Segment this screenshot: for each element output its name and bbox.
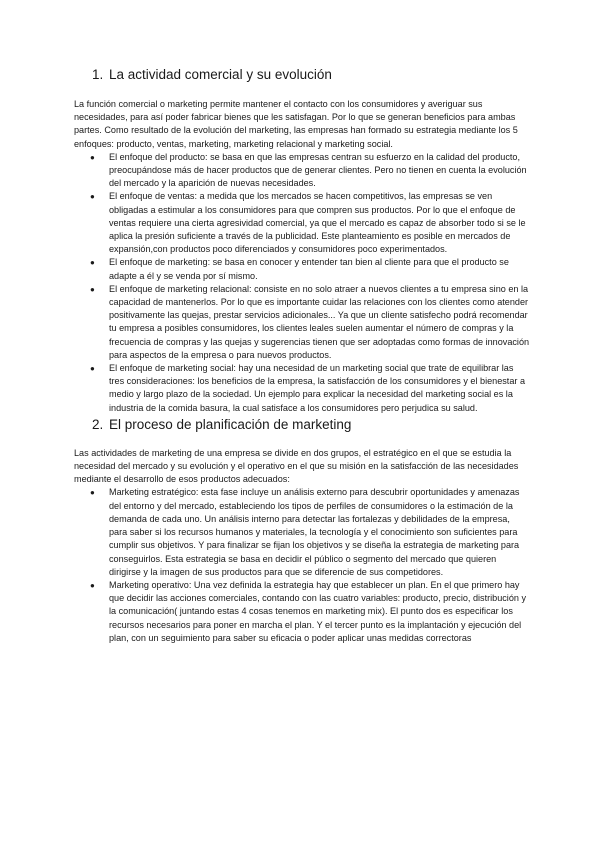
list-item-text: Marketing operativo: Una vez definida la estrategia hay que establecer un plan. En el que primero hay que decidir las acciones comerciales, contando con las cuatro variables: producto, precio, distribución y la comunicación( juntando estas 4 cosas tenemos en marketing mix). El punto dos es especificar los recursos necesarios para poner en marcha el plan. Y el tercer punto es la implantación y ejecución del plan, con un seguimiento para saber su eficacia o poder aplicar unas medidas correctoras bbox=[109, 579, 527, 643]
section-2-list bbox=[74, 486, 530, 644]
list-item-text: El enfoque de marketing: se basa en conocer y entender tan bien al cliente para que el producto se adapte a él y se venda por sí mismo. bbox=[109, 257, 509, 281]
bullet-icon: ● bbox=[90, 192, 95, 202]
section-2-intro: Las actividades de marketing de una empresa se divide en dos grupos, el estratégico en el que se estudia la necesidad del mercado y su evolución y el operativo en el que su misión en la satisfacción de las necesidades mediante el desarrollo de esos productos adecuados: bbox=[74, 447, 519, 485]
list-item bbox=[90, 579, 530, 645]
bullet-icon: ● bbox=[90, 488, 95, 498]
list-item bbox=[90, 486, 530, 578]
bullet-icon: ● bbox=[90, 152, 95, 162]
section-2-number: 2. bbox=[92, 416, 104, 432]
section-1-list bbox=[74, 151, 530, 415]
bullet-icon: ● bbox=[90, 284, 95, 294]
list-item-text: Marketing estratégico: esta fase incluye un análisis externo para descubrir oportunidades y amenazas del entorno y del mercado, estableciendo los tipos de perfiles de consumidores o la estimación de la demanda de cada uno. Un análisis interno para detectar las fortalezas y debilidades de la empresa, para saber si los recursos humanos y materiales, la tecnología y el conocimiento son suficientes para cumplir sus objetivos. Y para finalizar se fijan los objetivos y se diseña la estrategia de marketing para conseguirlos. Esta estrategia se basa en decidir el público o segmento del mercado que quieren dirigirse y la imagen de sus productos para que se diferencie de sus competidores. bbox=[109, 487, 520, 577]
section-1-heading bbox=[74, 66, 530, 84]
bullet-icon: ● bbox=[90, 364, 95, 374]
section-1-title: La actividad comercial y su evolución bbox=[109, 67, 332, 82]
section-1-intro: La función comercial o marketing permite mantener el contacto con los consumidores y averiguar sus necesidades, para así poder fabricar bienes que les satisfagan. Por lo que se generan beneficios para ambas partes. Como resultado de la evolución del marketing, las empresas han formado su estrategia mediante los 5 enfoques: producto, ventas, marketing, marketing relacional y marketing social. bbox=[74, 99, 518, 149]
list-item-text: El enfoque del producto: se basa en que las empresas centran su esfuerzo en la calidad del producto, preocupándose más de hacer productos que de generar clientes. Pero no tienen en cuenta la evolución del mercado y la aparición de nuevas necesidades. bbox=[109, 151, 527, 189]
section-2-heading bbox=[74, 416, 530, 434]
bullet-icon: ● bbox=[90, 580, 95, 590]
list-item bbox=[90, 190, 530, 256]
section-1-number: 1. bbox=[92, 67, 104, 82]
bullet-icon: ● bbox=[90, 258, 95, 268]
list-item bbox=[90, 362, 530, 415]
list-item bbox=[90, 256, 530, 282]
list-item-text: El enfoque de ventas: a medida que los mercados se hacen competitivos, las empresas se ven obligadas a estimular a los consumidores para que compren sus productos. Por lo que el enfoque de ventas requiere una cierta agresividad comercial, ya que el mercado es capaz de absorber todo si se le aplica la presión suficiente a través de la publicidad. Este planteamiento es posible en mercados de expansión,con productos poco diferenciados y consumidores poco experimentados. bbox=[109, 191, 526, 255]
list-item-text: El enfoque de marketing relacional: consiste en no solo atraer a nuevos clientes a tu empresa sino en la capacidad de mantenerlos. Por lo que es importante cuidar las relaciones con los clientes como atender positivamente las quejas, prestar servicios adicionales... Ya que un cliente satisfecho podrá recomendar tu empresa a posibles consumidores, los clientes leales suelen aumentar el número de compras y la frecuencia de compras y las quejas y sugerencias tienen que ser adoptadas como formas de innovación para aspectos de la empresa o para nuevos productos. bbox=[109, 283, 530, 360]
list-item bbox=[90, 283, 530, 362]
list-item bbox=[90, 151, 530, 191]
section-2-title: El proceso de planificación de marketing bbox=[109, 416, 352, 432]
list-item-text: El enfoque de marketing social: hay una necesidad de un marketing social que trate de equilibrar las tres consideraciones: los beneficios de la empresa, la satisfacción de los consumidores y el bienestar a medio y largo plazo de la sociedad. Un ejemplo para explicar la necesidad del marketing social es la industria de la comida basura, la cual satisface a los consumidores pero perjudica su salud. bbox=[109, 363, 526, 413]
